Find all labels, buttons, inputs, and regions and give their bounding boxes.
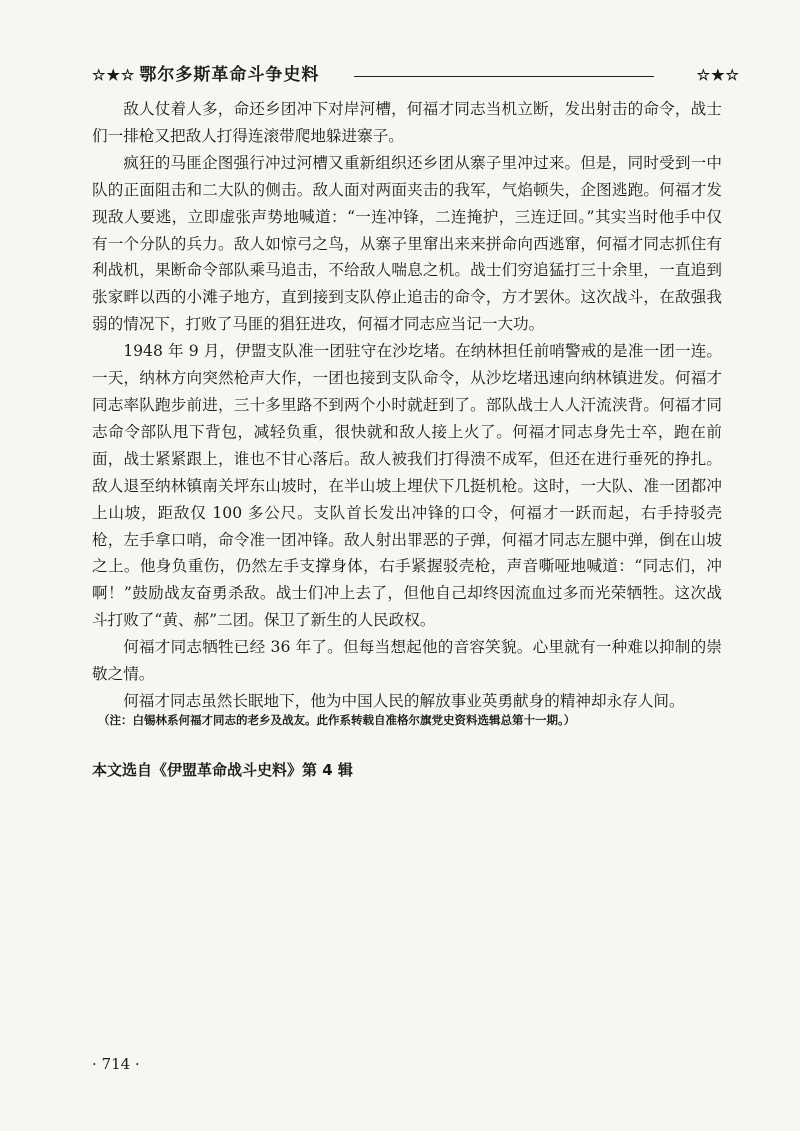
star-ornament-right-icon: ☆★☆ — [696, 66, 740, 84]
article-body — [92, 96, 722, 715]
paragraph: 何福才同志虽然长眠地下，他为中国人民的解放事业英勇献身的精神却永存人间。 — [123, 691, 685, 710]
header-rule — [354, 76, 654, 77]
page-number: · 714 · — [92, 1055, 140, 1073]
star-ornament-icon: ☆★☆ — [92, 66, 136, 84]
paragraph: 疯狂的马匪企图强行冲过河槽又重新组织还乡团从寨子里冲过来。但是，同时受到一中队的正面阻击和二大队的侧击。敌人面对两面夹击的我军，气焰顿失，企图逃跑。何福才发现敌人要逃，立即虚张声势地喊道：“一连冲锋，二连掩护，三连迂回。”其实当时他手中仅有一个分队的兵力。敌人如惊弓之鸟，从寨子里窜出来来拼命向西逃窜，何福才同志抓住有利战机，果断命令部队乘马追击，不给敌人喘息之机。战士们穷追猛打三十余里，一直追到张家畔以西的小滩子地方，直到接到支队停止追击的命令，方才罢休。这次战斗，在敌强我弱的情况下，打败了马匪的猖狂进攻，何福才同志应当记一大功。 — [92, 153, 722, 334]
paragraph: 敌人仗着人多，命还乡团冲下对岸河槽，何福才同志当机立断，发出射击的命令，战士们一排枪又把敌人打得连滚带爬地躲进寨子。 — [92, 100, 722, 145]
source-citation: 本文选自《伊盟革命战斗史料》第 4 辑 — [92, 761, 353, 779]
running-header — [92, 62, 740, 88]
footnote: （注：白锡林系何福才同志的老乡及战友。此作系转载自准格尔旗党史资料选辑总第十一期。） — [98, 713, 576, 727]
paragraph: 1948 年 9 月，伊盟支队准一团驻守在沙圪堵。在纳林担任前哨警戒的是准一团一连。一天，纳林方向突然枪声大作，一团也接到支队命令，从沙圪堵迅速向纳林镇进发。何福才同志率队跑步前进，三十多里路不到两个小时就赶到了。部队战士人人汗流浃背。何福才同志命令部队甩下背包，减轻负重，很快就和敌人接上火了。何福才同志身先士卒，跑在前面，战士紧紧跟上，谁也不甘心落后。敌人被我们打得溃不成军，但还在进行垂死的挣扎。敌人退至纳林镇南关坪东山坡时，在半山坡上埋伏下几挺机枪。这时，一大队、准一团都冲上山坡，距敌仅 100 多公尺。支队首长发出冲锋的口令，何福才一跃而起，右手持驳壳枪，左手拿口哨，命令准一团冲锋。敌人射出罪恶的子弹，何福才同志左腿中弹，倒在山坡之上。他身负重伤，仍然左手支撑身体，右手紧握驳壳枪，声音嘶哑地喊道：“同志们，冲啊！”鼓励战友奋勇杀敌。战士们冲上去了，但他自己却终因流血过多而光荣牺牲。这次战斗打败了“黄、郝”二团。保卫了新生的人民政权。 — [92, 342, 722, 630]
header-title: 鄂尔多斯革命斗争史料 — [139, 65, 320, 85]
paragraph: 何福才同志牺牲已经 36 年了。但每当想起他的音容笑貌。心里就有一种难以抑制的崇敬之情。 — [92, 638, 722, 684]
header-title-group — [92, 62, 319, 88]
